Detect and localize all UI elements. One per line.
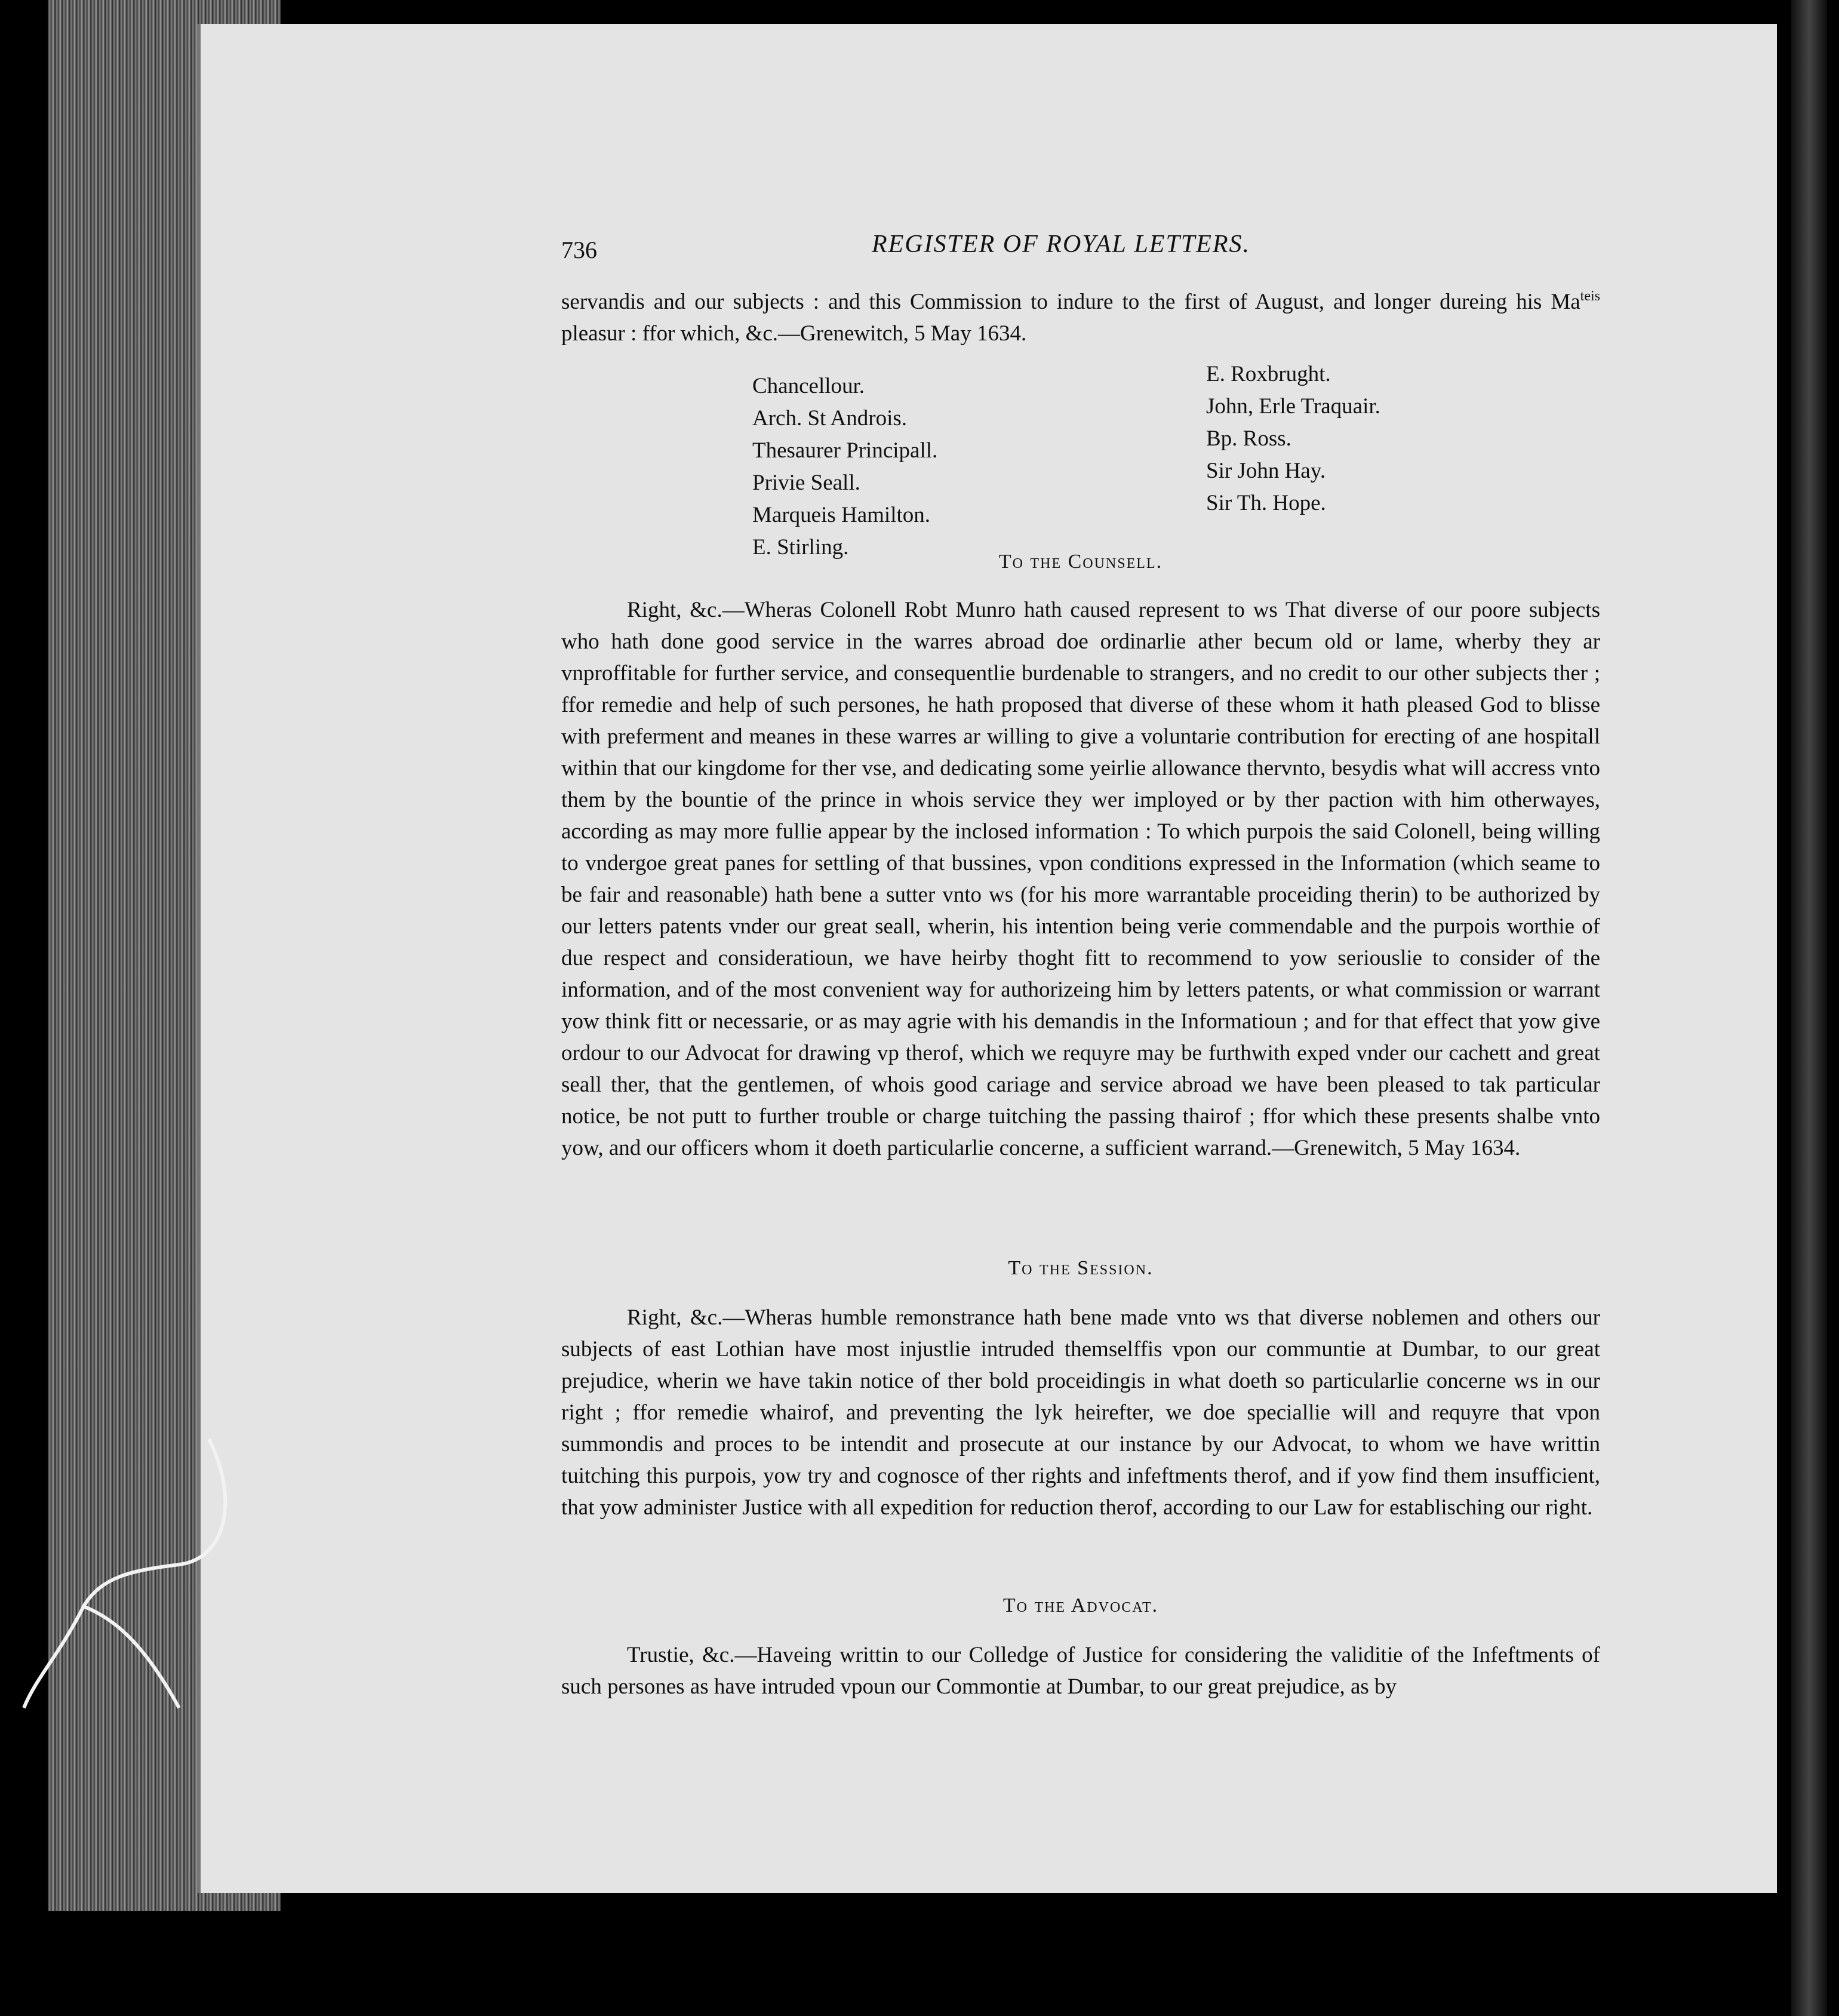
opening-ma-superscript: teis — [1580, 288, 1600, 304]
signatory: Sir Th. Hope. — [1206, 491, 1326, 515]
section-advocat-text: Trustie, &c.—Haveing writtin to our Colledge of Justice for considering the validitie of the Infeftments of such persones as have intruded vpoun our Commontie at Dumbar, to our great prejudice, as by — [561, 1643, 1600, 1699]
signatory: Marqueis Hamilton. — [752, 503, 931, 527]
section-heading-session: To the Session. — [1008, 1257, 1154, 1279]
signatory: Sir John Hay. — [1206, 459, 1326, 483]
section-advocat-body — [561, 1639, 1600, 1702]
section-session-body — [561, 1302, 1600, 1523]
signatories — [752, 364, 1409, 561]
section-counsell-body — [561, 594, 1600, 1164]
opening-line-2: pleasur : ffor which, &c.—Grenewitch, 5 May 1634. — [561, 321, 1027, 346]
signatories-right — [1206, 358, 1380, 520]
section-session-text: Right, &c.—Wheras humble remonstrance hath bene made vnto ws that diverse noblemen and others our subjects of east Lothian have most injustlie intruded themselffis vpon our communtie at Dumbar, to our great prejudice, wherin we have takin notice of ther bold proceidingis in what doeth so particularlie concerne ws in our right ; ffor remedie whairof, and preventing the lyk heirefter, we doe speciallie will and requyre that vpon summondis and proces to be intendit and prosecute at our instance by our Advocat, to whom we have writtin tuitching this purpois, yow try and cognosce of ther rights and infeftments therof, and if yow find them insufficient, that yow administer Justice with all expedition for reduction therof, according to our Law for establisching our right. — [561, 1305, 1600, 1520]
signatory: John, Erle Traquair. — [1206, 394, 1380, 419]
opening-paragraph — [561, 281, 1600, 349]
signatory: Arch. St Androis. — [752, 406, 907, 431]
section-counsell-text: Right, &c.—Wheras Colonell Robt Munro hath caused represent to ws That diverse of our poore subjects who hath done good service in the warres abroad doe ordinarlie ather becum old or lame, wherby they ar vnproffitable for further service, and consequentlie burdenable to strangers, and no credit to our other subjects ther ; ffor remedie and help of such persones, he hath proposed that diverse of these whom it hath pleased God to blisse with preferment and meanes in these warres ar willing to give a voluntarie contribution for erecting of ane hospitall within that our kingdome for ther vse, and dedicating some yeirlie allowance thervnto, besydis what will accress vnto them by the bountie of the prince in whois service they wer imployed or by ther paction with him otherwayes, according as may more fullie appear by the inclosed information : To which purpois the said Colonell, being willing to vndergoe great panes for settling of that bussines, vpon conditions expressed in the Information (which seame to be fair and reasonable) hath bene a sutter vnto ws (for his more warrantable proceiding therin) to be authorized by our letters patents vnder our great seall, wherin, his intention being verie commendable and the purpois worthie of due respect and consideratioun, we have heirby thoght fitt to recommend to yow seriouslie to consider of the information, and of the most convenient way for authorizeing him by letters patents, or what commission or warrant yow think fitt or necessarie, or as may agrie with his demandis in the Informatioun ; and for that effect that yow give ordour to our Advocat for drawing vp therof, which we requyre may be furthwith exped vnder our cachett and great seall ther, that the gentlemen, of whois good cariage and service abroad we have been pleased to tak particular notice, be not putt to further trouble or charge tuitching the passing thairof ; ffor which these presents shalbe vnto yow, and our officers whom it doeth particularlie concerne, a sufficient warrand.—Grenewitch, 5 May 1634. — [561, 598, 1600, 1160]
white-scribble-mark — [12, 1427, 239, 1726]
section-heading-counsell: To the Counsell. — [998, 551, 1163, 573]
signatory: Chancellour. — [752, 374, 865, 398]
signatory: E. Stirling. — [752, 535, 849, 560]
section-heading-advocat: To the Advocat. — [1002, 1594, 1159, 1617]
signatories-left — [752, 370, 937, 564]
page-number: 736 — [561, 236, 597, 263]
running-title: REGISTER OF ROYAL LETTERS. — [872, 231, 1250, 258]
opening-ma: Ma — [1551, 290, 1580, 314]
opening-line-1: servandis and our subjects : and this Commission to indure to the first of August, and longer dureing his — [561, 290, 1542, 314]
book-binding-edge — [1791, 0, 1827, 2016]
signatory: Thesaurer Principall. — [752, 438, 938, 463]
signatory: E. Roxbrught. — [1206, 362, 1331, 386]
page-header — [561, 230, 1600, 272]
signatory: Privie Seall. — [752, 471, 860, 495]
signatory: Bp. Ross. — [1206, 426, 1291, 451]
